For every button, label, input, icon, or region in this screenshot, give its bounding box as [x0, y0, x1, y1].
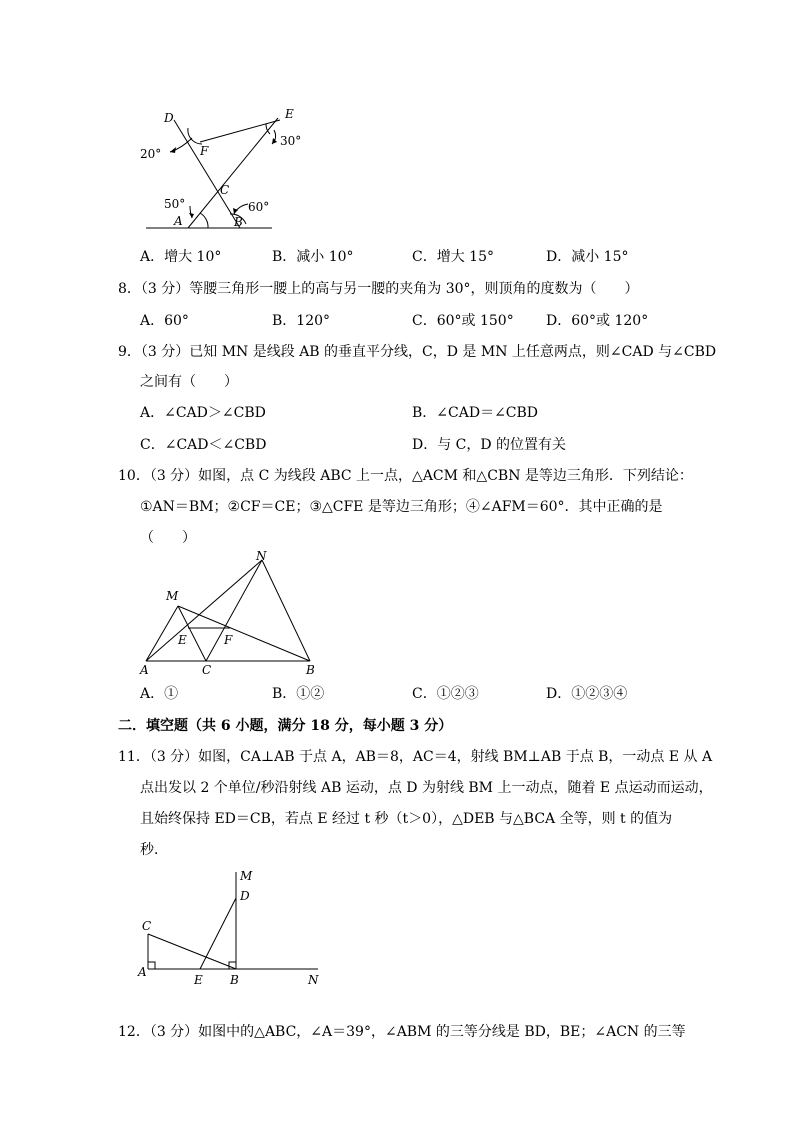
- q11-stem-line1: 11．（3 分）如图，CA⊥AB 于点 A，AB＝8，AC＝4，射线 BM⊥AB 于点 B，一动点 E 从 A: [118, 749, 713, 765]
- fig7-label-E: E: [285, 107, 294, 121]
- segment-ED: [200, 898, 236, 969]
- fig10-label-N: N: [256, 549, 267, 563]
- right-angle-A: [148, 962, 155, 969]
- fig7-angle-30: 30°: [280, 134, 302, 148]
- fig7-label-A: A: [174, 214, 183, 228]
- fig10-label-F: F: [224, 633, 233, 647]
- q7-option-d: D．减小 15°: [546, 249, 629, 265]
- q7-option-c: C．增大 15°: [412, 249, 494, 265]
- fig7-label-D: D: [164, 111, 174, 125]
- q8-option-b: B．120°: [272, 313, 331, 329]
- fig7-label-C: C: [220, 183, 230, 197]
- q11-stem-line3: 且始终保持 ED＝CB，若点 E 经过 t 秒（t＞0），△DEB 与△BCA 全等，则 t 的值为: [140, 811, 673, 827]
- q9-option-c: C．∠CAD＜∠CBD: [140, 437, 267, 453]
- q8-stem: 8．（3 分）等腰三角形一腰上的高与另一腰的夹角为 30°，则顶角的度数为（ ）: [118, 281, 639, 297]
- angle-arc-F: [188, 128, 202, 144]
- q10-stem-line3: （ ）: [140, 530, 196, 546]
- q8-option-a: A．60°: [140, 313, 189, 329]
- fig7-angle-20: 20°: [140, 147, 162, 161]
- segment-CB: [148, 934, 236, 969]
- q9-stem-line2: 之间有（ ）: [140, 374, 238, 390]
- segment-AN: [146, 560, 262, 661]
- fig10-label-C: C: [202, 663, 212, 677]
- q8-option-c: C．60°或 150°: [412, 313, 514, 329]
- fig10-label-B: B: [306, 663, 315, 677]
- fig11-label-A: A: [138, 965, 147, 979]
- q10-stem-line2: ①AN＝BM；②CF＝CE；③△CFE 是等边三角形；④∠AFM＝60°．其中正确的是: [140, 499, 663, 515]
- fig11-label-N: N: [308, 973, 319, 987]
- segment-DB: [174, 120, 240, 228]
- figure-q7: [130, 100, 320, 235]
- section-title-fill-in: 二．填空题（共 6 小题，满分 18 分，每小题 3 分）: [118, 718, 453, 734]
- figure-q10: [130, 548, 330, 680]
- q9-option-a: A．∠CAD＞∠CBD: [140, 405, 266, 421]
- fig11-label-B: B: [230, 973, 239, 987]
- q11-stem-line2: 点出发以 2 个单位/秒沿射线 AB 运动，点 D 为射线 BM 上一动点，随着 E 点运动而运动，: [140, 780, 713, 796]
- fig11-label-M: M: [240, 869, 253, 883]
- fig7-label-B: B: [234, 215, 243, 229]
- q9-stem-line1: 9．（3 分）已知 MN 是线段 AB 的垂直平分线，C，D 是 MN 上任意两点，则∠CAD 与∠CBD: [118, 344, 717, 360]
- angle-arc-A: [200, 213, 208, 228]
- segment-MB: [178, 606, 310, 661]
- fig11-label-E: E: [194, 973, 203, 987]
- fig7-angle-50: 50°: [164, 197, 186, 211]
- q8-option-d: D．60°或 120°: [546, 313, 649, 329]
- q12-stem-line1: 12．（3 分）如图中的△ABC，∠A＝39°，∠ABM 的三等分线是 BD，BE；∠ACN 的三等: [118, 1024, 686, 1040]
- fig11-label-C: C: [142, 919, 152, 933]
- fig7-angle-60: 60°: [248, 200, 270, 214]
- q7-option-a: A．增大 10°: [140, 249, 222, 265]
- segment-CN: [206, 560, 262, 661]
- q10-stem-line1: 10．（3 分）如图，点 C 为线段 ABC 上一点，△ACM 和△CBN 是等边三角形．下列结论：: [118, 468, 693, 484]
- figure-q11: [130, 866, 330, 992]
- q7-option-b: B．减小 10°: [272, 249, 354, 265]
- q11-stem-line4: 秒．: [140, 842, 168, 858]
- fig10-label-E: E: [178, 633, 187, 647]
- q10-option-b: B．①②: [272, 686, 325, 702]
- segment-AM: [146, 606, 178, 661]
- segment-NB: [262, 560, 310, 661]
- q10-option-d: D．①②③④: [546, 686, 628, 702]
- fig11-label-D: D: [240, 889, 250, 903]
- q10-option-a: A．①: [140, 686, 179, 702]
- fig10-label-A: A: [140, 663, 149, 677]
- fig7-label-F: F: [200, 144, 209, 158]
- fig10-label-M: M: [166, 589, 179, 603]
- q9-option-d: D．与 C，D 的位置有关: [412, 437, 567, 453]
- q9-option-b: B．∠CAD＝∠CBD: [412, 405, 539, 421]
- q10-option-c: C．①②③: [412, 686, 479, 702]
- arrow-60: [234, 204, 248, 214]
